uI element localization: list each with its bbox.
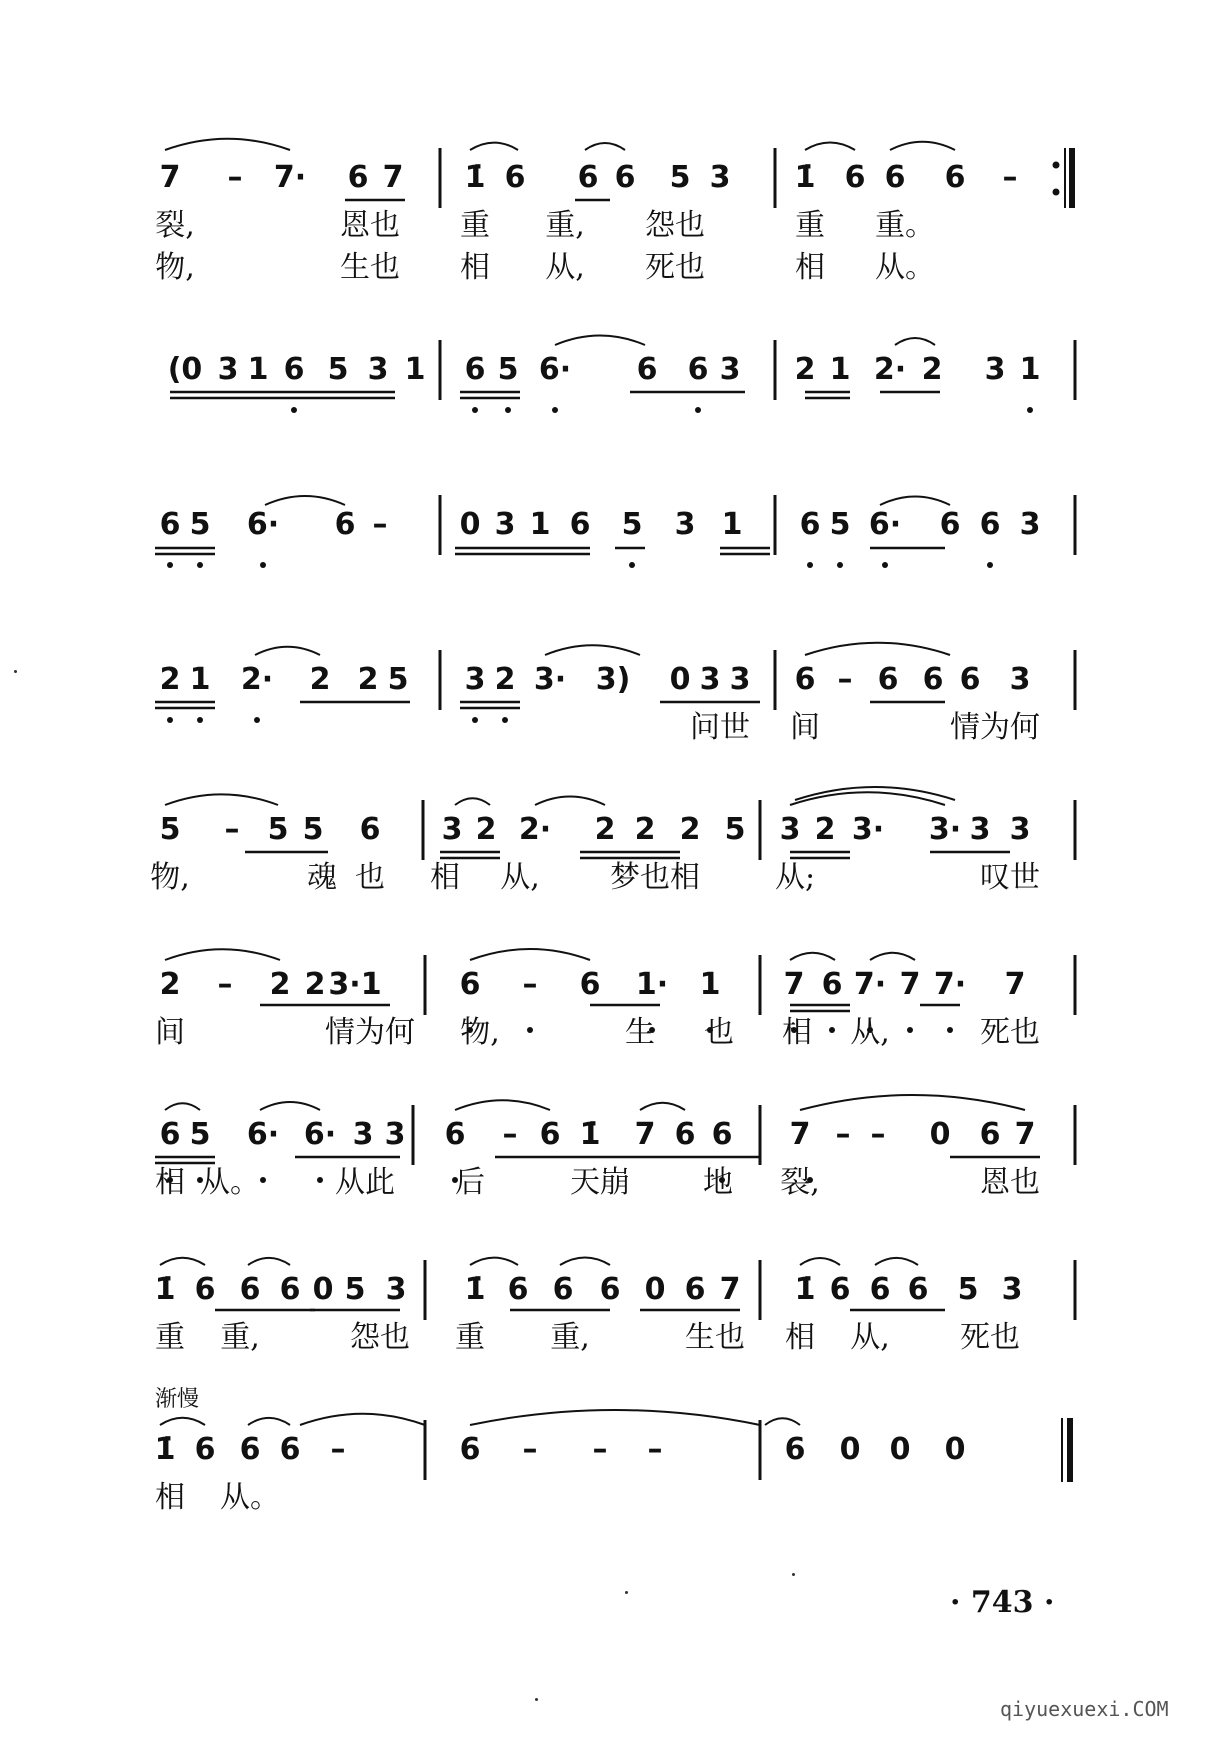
lyric-text: 相	[785, 1320, 815, 1355]
score-note: 6·	[538, 352, 572, 387]
score-note: 5	[189, 1117, 211, 1152]
slur	[248, 1418, 290, 1425]
score-note: 6	[684, 1272, 706, 1307]
lyric-text: 从,	[850, 1320, 890, 1355]
score-note: 6	[504, 160, 526, 195]
score-note: 6	[959, 662, 981, 697]
lyric-text: 裂,	[155, 208, 195, 243]
lyric-text: 从。	[200, 1165, 260, 1200]
lyric-text: 相	[460, 250, 490, 285]
score-note: 7	[783, 967, 805, 1002]
score-note: 6·	[303, 1117, 337, 1152]
slur	[790, 953, 835, 960]
score-note: 3·	[851, 812, 885, 847]
score-note: 0	[459, 507, 481, 542]
lyric-text: 生也	[685, 1320, 745, 1355]
score-note: 3	[779, 812, 801, 847]
octave-dot	[502, 717, 508, 723]
score-note: 3	[1019, 507, 1041, 542]
slur	[160, 1258, 205, 1265]
watermark: qiyuexuexi.COM	[1000, 1697, 1169, 1721]
score-note: 3	[464, 662, 486, 697]
slur	[805, 643, 950, 655]
score-note: 1	[189, 662, 211, 697]
score-note: 5	[669, 160, 691, 195]
score-note: –	[330, 1432, 346, 1467]
lyric-text: 魂	[307, 860, 337, 895]
lyric-text: 从,	[500, 860, 540, 895]
lyric-text: 物,	[155, 250, 195, 285]
slur	[805, 143, 855, 151]
score-note: 1̇	[154, 1432, 176, 1467]
slur	[765, 1418, 800, 1425]
lyric-text: 重,	[220, 1320, 260, 1355]
slur	[165, 1103, 200, 1110]
score-note: 6	[159, 1117, 181, 1152]
score-note: 6	[979, 507, 1001, 542]
score-note: 3)	[595, 662, 631, 697]
score-note: 6	[283, 352, 305, 387]
score-note: 6	[844, 160, 866, 195]
page-number: · 743 ·	[950, 1585, 1055, 1620]
repeat-dot	[1053, 162, 1060, 169]
score-note: 3	[969, 812, 991, 847]
octave-dot	[472, 407, 478, 413]
scan-speck	[535, 1698, 538, 1701]
score-note: 3	[352, 1117, 374, 1152]
score-note: 3	[709, 160, 731, 195]
octave-dot	[197, 717, 203, 723]
lyric-text: 相	[155, 1480, 185, 1515]
lyric-text: 后	[455, 1165, 485, 1200]
tempo-mark: 渐慢	[155, 1387, 200, 1412]
score-note: 6	[579, 967, 601, 1002]
score-note: –	[372, 507, 388, 542]
score-note: 7	[159, 160, 181, 195]
lyric-text: 死也	[645, 250, 705, 285]
score-note: 2	[357, 662, 379, 697]
lyric-text: 相	[155, 1165, 185, 1200]
score-note: 3	[384, 1117, 406, 1152]
octave-dot	[987, 562, 993, 568]
score-note: 6	[459, 967, 481, 1002]
score-note: –	[224, 812, 240, 847]
score-note: –	[837, 662, 853, 697]
lyric-text: 梦也相	[610, 860, 700, 895]
lyric-text: 间	[155, 1015, 185, 1050]
scan-speck	[792, 1573, 795, 1576]
lyric-text: 相	[782, 1015, 812, 1050]
score-note: 6	[444, 1117, 466, 1152]
octave-dot	[527, 1027, 533, 1033]
score-note: 3	[385, 1272, 407, 1307]
score-note: 1	[1019, 352, 1041, 387]
score-note: 2	[594, 812, 616, 847]
score-note: 6	[711, 1117, 733, 1152]
score-note: 6·	[246, 1117, 280, 1152]
octave-dot	[695, 407, 701, 413]
score-note: 2	[921, 352, 943, 387]
score-note: 2·	[240, 662, 274, 697]
slur	[165, 794, 278, 805]
score-note: 6	[334, 507, 356, 542]
score-note: 2·	[518, 812, 552, 847]
octave-dot	[837, 562, 843, 568]
score-note: 6	[687, 352, 709, 387]
slur	[470, 1410, 760, 1425]
score-note: 2	[494, 662, 516, 697]
lyric-text: 从。	[220, 1480, 280, 1515]
score-note: 2	[475, 812, 497, 847]
score-note: 6	[194, 1272, 216, 1307]
score-note: 6	[507, 1272, 529, 1307]
slur	[800, 1095, 1025, 1110]
octave-dot	[882, 562, 888, 568]
lyric-text: 也	[704, 1015, 734, 1050]
score-note: 6	[599, 1272, 621, 1307]
score-note: 6	[794, 662, 816, 697]
slur	[455, 798, 490, 805]
lyric-text: 也	[355, 860, 385, 895]
score-note: 6	[239, 1432, 261, 1467]
score-note: 7	[634, 1117, 656, 1152]
score-note: 2	[159, 662, 181, 697]
slur	[260, 1102, 320, 1110]
slur	[555, 336, 645, 346]
octave-dot	[260, 1177, 266, 1183]
slur	[470, 143, 518, 150]
octave-dot	[947, 1027, 953, 1033]
octave-dot	[829, 1027, 835, 1033]
slur	[875, 1258, 918, 1265]
score-note: 5	[344, 1272, 366, 1307]
score-note: 6	[799, 507, 821, 542]
score-note: 3	[1009, 662, 1031, 697]
score-note: 6	[907, 1272, 929, 1307]
lyric-text: 重	[455, 1320, 485, 1355]
score-note: 7·	[933, 967, 967, 1002]
scan-speck	[625, 1591, 628, 1594]
score-note: 6·	[246, 507, 280, 542]
score-note: 1̇	[464, 1272, 486, 1307]
score-note: 5	[497, 352, 519, 387]
score-note: 6	[577, 160, 599, 195]
score-note: 2	[304, 967, 326, 1002]
slur	[470, 949, 590, 960]
slur	[255, 647, 320, 655]
score-note: 6	[979, 1117, 1001, 1152]
score-note: 0	[644, 1272, 666, 1307]
lyric-text: 恩也	[980, 1165, 1040, 1200]
score-note: 6	[869, 1272, 891, 1307]
score-note: –	[522, 1432, 538, 1467]
score-note: 3	[719, 352, 741, 387]
score-note: 3	[984, 352, 1006, 387]
lyric-text: 死也	[980, 1015, 1040, 1050]
score-note: 6	[674, 1117, 696, 1152]
slur	[640, 1103, 685, 1110]
slur	[160, 1418, 205, 1425]
score-note: 5	[829, 507, 851, 542]
score-note: 0	[669, 662, 691, 697]
lyric-text: 情为何	[950, 710, 1040, 745]
octave-dot	[1027, 407, 1033, 413]
slur	[560, 1258, 610, 1266]
score-note: (0	[167, 352, 203, 387]
score-note: 1·	[635, 967, 669, 1002]
slur	[870, 953, 915, 960]
octave-dot	[167, 562, 173, 568]
octave-dot	[197, 562, 203, 568]
score-note: 0	[889, 1432, 911, 1467]
score-note: 1	[829, 352, 851, 387]
score-note: 3·1	[328, 967, 382, 1002]
lyric-text: 从,	[545, 250, 585, 285]
score-note: 3	[494, 507, 516, 542]
score-note: 5	[621, 507, 643, 542]
lyric-text: 相	[430, 860, 460, 895]
score-note: 7	[382, 160, 404, 195]
score-note: 7	[719, 1272, 741, 1307]
lyric-text: 重,	[545, 208, 585, 243]
lyric-text: 从,	[850, 1015, 890, 1050]
score-note: 7·	[853, 967, 887, 1002]
score-note: 1̇	[154, 1272, 176, 1307]
slur	[545, 645, 640, 655]
score-note: 6	[821, 967, 843, 1002]
score-note: 1	[529, 507, 551, 542]
score-note: 6	[279, 1272, 301, 1307]
slur	[880, 497, 950, 506]
score-note: 2	[309, 662, 331, 697]
score-note: 1̇	[794, 1272, 816, 1307]
score-note: 6	[877, 662, 899, 697]
score-note: 3·	[928, 812, 962, 847]
score-note: 5	[327, 352, 349, 387]
lyric-text: 重	[155, 1320, 185, 1355]
repeat-dot	[1053, 189, 1060, 196]
octave-dot	[260, 562, 266, 568]
score-note: 0	[929, 1117, 951, 1152]
score-note: 7·	[273, 160, 307, 195]
score-note: 6	[464, 352, 486, 387]
score-note: 6	[939, 507, 961, 542]
score-note: 6	[829, 1272, 851, 1307]
score-note: 0	[944, 1432, 966, 1467]
score-note: –	[217, 967, 233, 1002]
score-note: 6	[194, 1432, 216, 1467]
score-note: –	[870, 1117, 886, 1152]
octave-dot	[317, 1177, 323, 1183]
slur	[535, 797, 605, 806]
octave-dot	[552, 407, 558, 413]
lyric-text: 地	[703, 1165, 733, 1200]
slur	[585, 143, 625, 150]
score-note: –	[1002, 160, 1018, 195]
slur	[470, 1258, 518, 1265]
score-note: 1	[404, 352, 426, 387]
score-note: 6	[347, 160, 369, 195]
score-note: 7	[1014, 1117, 1036, 1152]
score-note: 2	[794, 352, 816, 387]
lyric-text: 重,	[550, 1320, 590, 1355]
score-note: 6	[159, 507, 181, 542]
lyric-text: 天崩	[570, 1165, 630, 1200]
score-note: 1̇	[464, 160, 486, 195]
score-note: 5	[387, 662, 409, 697]
score-note: –	[592, 1432, 608, 1467]
score-note: 6	[636, 352, 658, 387]
score-note: 6	[459, 1432, 481, 1467]
octave-dot	[629, 562, 635, 568]
lyric-text: 生也	[340, 250, 400, 285]
lyric-text: 相	[795, 250, 825, 285]
score-note: 0	[839, 1432, 861, 1467]
score-note: 7	[789, 1117, 811, 1152]
scan-speck	[14, 670, 17, 673]
score-note: 5	[724, 812, 746, 847]
score-note: 2	[634, 812, 656, 847]
slur	[895, 338, 935, 345]
score-note: 3	[441, 812, 463, 847]
lyric-text: 从。	[875, 250, 935, 285]
score-note: –	[522, 967, 538, 1002]
lyric-text: 重	[795, 208, 825, 243]
score-note: 6	[569, 507, 591, 542]
octave-dot	[254, 717, 260, 723]
lyric-text: 重。	[875, 208, 935, 243]
score-note: 2	[814, 812, 836, 847]
slur	[165, 949, 280, 960]
score-note: –	[502, 1117, 518, 1152]
score-note: 5	[189, 507, 211, 542]
slur	[300, 1414, 425, 1425]
lyric-text: 重	[460, 208, 490, 243]
octave-dot	[167, 717, 173, 723]
score-note: 5	[267, 812, 289, 847]
score-note: 6·	[868, 507, 902, 542]
score-note: 1	[247, 352, 269, 387]
score-note: –	[227, 160, 243, 195]
score-note: 6	[279, 1432, 301, 1467]
score-note: 1̇	[794, 160, 816, 195]
octave-dot	[505, 407, 511, 413]
score-note: 6	[552, 1272, 574, 1307]
score-note: 7	[1004, 967, 1026, 1002]
score-note: 2	[679, 812, 701, 847]
octave-dot	[472, 717, 478, 723]
score-note: 5	[957, 1272, 979, 1307]
slur	[455, 1100, 550, 1110]
score-note: 5	[302, 812, 324, 847]
score-note: 6	[944, 160, 966, 195]
lyric-text: 物,	[460, 1015, 500, 1050]
score-note: 6	[539, 1117, 561, 1152]
score-note: 3	[1009, 812, 1031, 847]
lyric-text: 间	[790, 710, 820, 745]
score-note: 1	[699, 967, 721, 1002]
octave-dot	[291, 407, 297, 413]
octave-dot	[807, 562, 813, 568]
score-note: –	[647, 1432, 663, 1467]
score-note: 2	[159, 967, 181, 1002]
score-note: 5	[159, 812, 181, 847]
lyric-text: 从此	[335, 1165, 395, 1200]
lyric-text: 情为何	[325, 1015, 415, 1050]
score-note: 3	[217, 352, 239, 387]
lyric-text: 恩也	[340, 208, 400, 243]
score-note: 6	[884, 160, 906, 195]
slur	[165, 139, 290, 150]
lyric-text: 物,	[150, 860, 190, 895]
score-note: 3	[699, 662, 721, 697]
score-note: 1̇	[579, 1117, 601, 1152]
slur	[800, 1258, 840, 1265]
score-note: 2	[269, 967, 291, 1002]
score-note: 6	[784, 1432, 806, 1467]
lyric-text: 从;	[774, 860, 816, 895]
score-note: 3	[367, 352, 389, 387]
lyric-text: 怨也	[645, 208, 705, 243]
score-note: –	[835, 1117, 851, 1152]
score-note: 3	[729, 662, 751, 697]
lyric-text: 问世	[690, 710, 750, 745]
score-note: 3	[674, 507, 696, 542]
score-note: 0	[312, 1272, 334, 1307]
score-note: 6	[239, 1272, 261, 1307]
slur	[890, 142, 955, 150]
lyric-text: 叹世	[980, 860, 1040, 895]
octave-dot	[907, 1027, 913, 1033]
score-note: 7	[899, 967, 921, 1002]
score-note: 3·	[533, 662, 567, 697]
lyric-text: 生	[625, 1015, 655, 1050]
score-note: 6	[614, 160, 636, 195]
lyric-text: 裂,	[780, 1165, 820, 1200]
lyric-text: 死也	[960, 1320, 1020, 1355]
score-note: 6	[359, 812, 381, 847]
score-note: 6	[922, 662, 944, 697]
lyric-text: 怨也	[350, 1320, 410, 1355]
score-note: 3	[1001, 1272, 1023, 1307]
slur	[265, 496, 345, 505]
slur	[248, 1258, 290, 1265]
score-note: 1	[721, 507, 743, 542]
score-note: 2·	[873, 352, 907, 387]
